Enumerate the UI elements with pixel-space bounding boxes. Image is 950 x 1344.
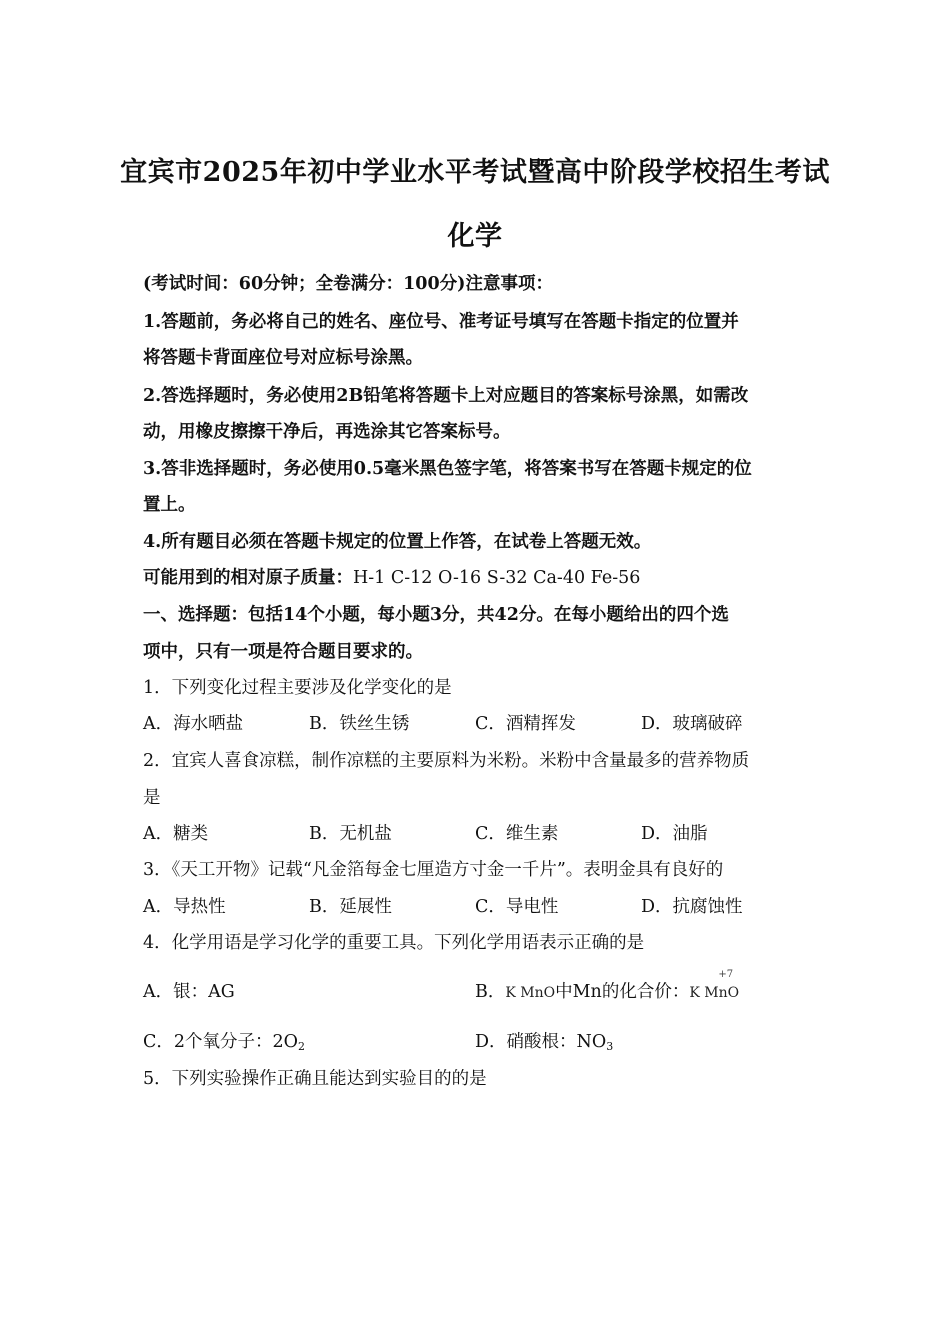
atomic-mass-values: H-1 C-12 O-16 S-32 Ca-40 Fe-56 <box>353 568 641 588</box>
permanganate-formula-text: K MnO <box>689 985 740 1001</box>
permanganate-valence-formula <box>689 969 740 1005</box>
question-4-option-c-text: C．2个氧分子：2O <box>143 1032 299 1052</box>
question-1-option-b: B．铁丝生锈 <box>309 714 410 734</box>
question-4-option-c <box>143 1030 305 1054</box>
question-3-option-b: B．延展性 <box>309 897 392 917</box>
question-4-stem: 4．化学用语是学习化学的重要工具。下列化学用语表示正确的是 <box>143 933 645 953</box>
instruction-4: 4.所有题目必须在答题卡规定的位置上作答，在试卷上答题无效。 <box>143 532 652 552</box>
question-3-stem: 3．《天工开物》记载“凡金箔每金七厘造方寸金一千片”。表明金具有良好的 <box>143 860 724 880</box>
instruction-1-line-1: 1.答题前，务必将自己的姓名、座位号、准考证号填写在答题卡指定的位置并 <box>143 312 739 332</box>
section-heading-line-2: 项中，只有一项是符合题目要求的。 <box>143 642 423 662</box>
instruction-3-line-2: 置上。 <box>143 495 196 515</box>
question-4-option-a: A．银：AG <box>143 982 235 1002</box>
question-5-stem: 5．下列实验操作正确且能达到实验目的的是 <box>143 1069 487 1089</box>
section-heading-line-1: 一、选择题：包括14个小题，每小题3分，共42分。在每小题给出的四个选 <box>143 605 729 625</box>
question-4-option-d <box>475 1030 613 1054</box>
atomic-mass-line <box>143 566 813 590</box>
atomic-mass-label: 可能用到的相对原子质量： <box>143 568 353 588</box>
question-1-option-c: C．酒精挥发 <box>475 714 576 734</box>
exam-info: (考试时间：60分钟；全卷满分：100分)注意事项： <box>143 274 553 294</box>
oxidation-state-label: +7 <box>718 969 734 980</box>
question-3-option-c: C．导电性 <box>475 897 559 917</box>
question-1-stem: 1．下列变化过程主要涉及化学变化的是 <box>143 678 452 698</box>
question-1-option-a: A．海水晒盐 <box>143 714 244 734</box>
question-4-option-d-text: D．硝酸根：NO <box>475 1032 607 1052</box>
question-1-option-d: D．玻璃破碎 <box>641 714 743 734</box>
instruction-3-line-1: 3.答非选择题时，务必使用0.5毫米黑色签字笔，将答案书写在答题卡规定的位 <box>143 459 752 479</box>
instruction-1-line-2: 将答题卡背面座位号对应标号涂黑。 <box>143 348 423 368</box>
exam-title: 宜宾市2025年初中学业水平考试暨高中阶段学校招生考试 <box>120 157 830 188</box>
question-2-option-c: C．维生素 <box>475 824 559 844</box>
question-2-stem-line-2: 是 <box>143 788 161 808</box>
question-4-option-b <box>475 969 740 1005</box>
question-4-option-d-subscript: 3 <box>606 1040 614 1053</box>
question-2-option-d: D．油脂 <box>641 824 708 844</box>
question-2-option-b: B．无机盐 <box>309 824 392 844</box>
question-4-option-b-prefix: B． <box>475 982 506 1002</box>
instruction-2-line-1: 2.答选择题时，务必使用2B铅笔将答题卡上对应题目的答案标号涂黑，如需改 <box>143 386 749 406</box>
question-2-option-a: A．糖类 <box>143 824 209 844</box>
question-2-stem-line-1: 2．宜宾人喜食凉糕，制作凉糕的主要原料为米粉。米粉中含量最多的营养物质 <box>143 751 750 771</box>
subject-title: 化学 <box>447 221 503 252</box>
potassium-permanganate-formula: K MnO <box>505 985 556 1001</box>
question-4-option-c-subscript: 2 <box>298 1040 306 1053</box>
instruction-2-line-2: 动，用橡皮擦擦干净后，再选涂其它答案标号。 <box>143 422 511 442</box>
question-4-option-b-text: 中Mn的化合价： <box>555 982 690 1002</box>
question-3-option-a: A．导热性 <box>143 897 226 917</box>
question-3-option-d: D．抗腐蚀性 <box>641 897 743 917</box>
